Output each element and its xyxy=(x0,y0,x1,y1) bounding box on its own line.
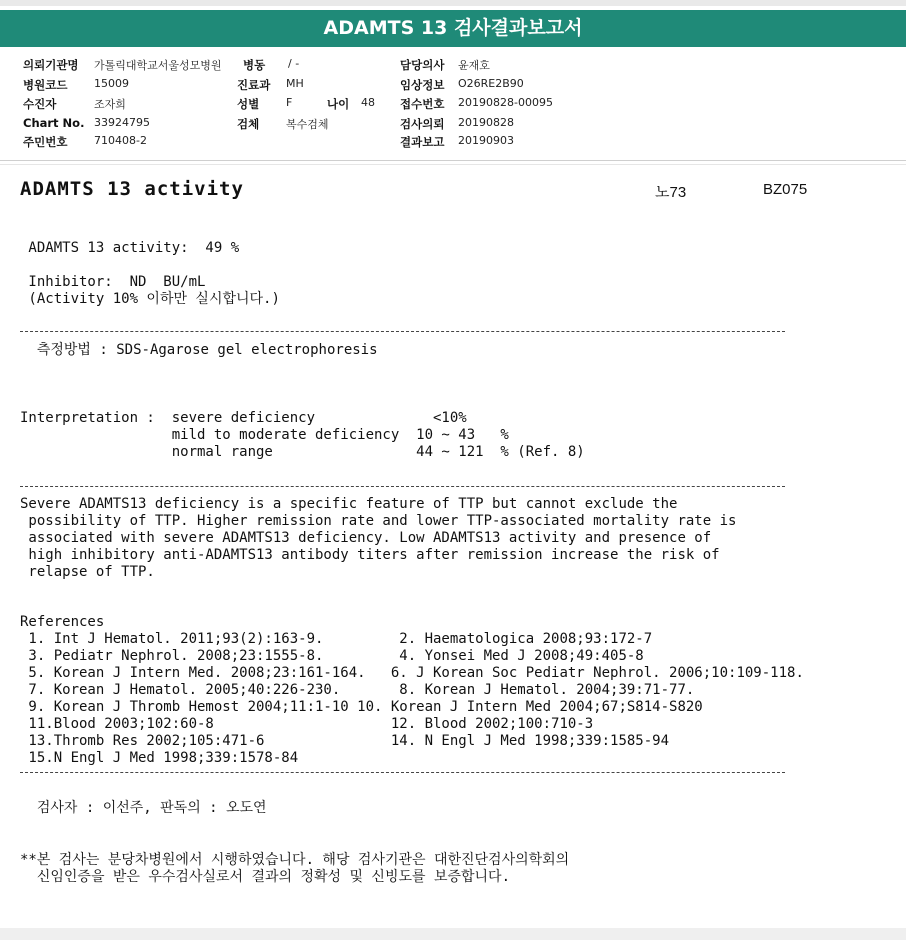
interpretation-line: normal range 44 ~ 121 % (Ref. 8) xyxy=(20,444,585,460)
info-value: 조자희 xyxy=(94,98,126,111)
footer-note-line: **본 검사는 분당차병원에서 시행하였습니다. 해당 검사기관은 대한진단검사의학회의 xyxy=(20,852,570,868)
info-label: 임상정보 xyxy=(400,78,445,92)
info-value: 윤재호 xyxy=(458,59,490,72)
comment-line: possibility of TTP. Higher remission rate and lower TTP-associated mortality rate is xyxy=(20,513,737,529)
info-label: 진료과 xyxy=(237,78,271,92)
info-value: 20190828 xyxy=(458,116,514,129)
top-border xyxy=(0,0,906,6)
info-value: 20190828-00095 xyxy=(458,96,553,109)
comment-line: Severe ADAMTS13 deficiency is a specific feature of TTP but cannot exclude the xyxy=(20,496,678,512)
examiner-line: 검사자 : 이선주, 판독의 : 오도연 xyxy=(20,800,267,816)
divider xyxy=(0,160,906,161)
report-heading: ADAMTS 13 activity xyxy=(20,178,244,200)
references-title: References xyxy=(20,614,105,630)
comment-line: high inhibitory anti-ADAMTS13 antibody titers after remission increase the risk of xyxy=(20,547,720,563)
report-body xyxy=(0,166,906,926)
info-label: 주민번호 xyxy=(23,135,68,149)
dashed-divider xyxy=(20,331,785,332)
patient-info-panel xyxy=(0,52,906,156)
info-label: 나이 xyxy=(327,97,350,111)
info-label: 결과보고 xyxy=(400,135,445,149)
reference-line: 3. Pediatr Nephrol. 2008;23:1555-8. 4. Yonsei Med J 2008;49:405-8 xyxy=(20,648,644,664)
method-line: 측정방법 : SDS-Agarose gel electrophoresis xyxy=(20,342,378,358)
reference-line: 5. Korean J Intern Med. 2008;23:161-164. 6. J Korean Soc Pediatr Nephrol. 2006;10:109-118. xyxy=(20,665,804,681)
info-label: Chart No. xyxy=(23,116,85,130)
info-value: 15009 xyxy=(94,77,129,90)
reference-line: 7. Korean J Hematol. 2005;40:226-230. 8. Korean J Hematol. 2004;39:71-77. xyxy=(20,682,695,698)
info-value: 710408-2 xyxy=(94,134,147,147)
reference-line: 11.Blood 2003;102:60-8 12. Blood 2002;100:710-3 xyxy=(20,716,594,732)
info-value: 가톨릭대학교서울성모병원 xyxy=(94,59,222,72)
reference-line: 13.Thromb Res 2002;105:471-6 14. N Engl J Med 1998;339:1585-94 xyxy=(20,733,670,749)
divider xyxy=(0,164,906,165)
info-label: 수진자 xyxy=(23,97,57,111)
info-value: MH xyxy=(286,77,304,90)
info-value: / - xyxy=(288,57,300,70)
comment-line: relapse of TTP. xyxy=(20,564,155,580)
bottom-border xyxy=(0,928,906,940)
info-label: 성별 xyxy=(237,97,260,111)
info-label: 병동 xyxy=(243,58,266,72)
reference-line: 15.N Engl J Med 1998;339:1578-84 xyxy=(20,750,299,766)
info-label: 병원코드 xyxy=(23,78,68,92)
info-value: 20190903 xyxy=(458,134,514,147)
activity-result: ADAMTS 13 activity: 49 % xyxy=(20,240,240,256)
inhibitor-result: Inhibitor: ND BU/mL xyxy=(20,274,206,290)
report-title: ADAMTS 13 검사결과보고서 xyxy=(0,10,906,47)
handwritten-code: 노73 xyxy=(655,184,687,201)
interpretation-line: mild to moderate deficiency 10 ~ 43 % xyxy=(20,427,509,443)
handwritten-code: BZ075 xyxy=(763,181,808,198)
info-value: F xyxy=(286,96,293,109)
info-value: 복수검체 xyxy=(286,118,329,131)
info-value: O26RE2B90 xyxy=(458,77,524,90)
inhibitor-note: (Activity 10% 이하만 실시합니다.) xyxy=(20,291,280,307)
dashed-divider xyxy=(20,772,785,773)
info-label: 검사의뢰 xyxy=(400,117,445,131)
reference-line: 1. Int J Hematol. 2011;93(2):163-9. 2. Haematologica 2008;93:172-7 xyxy=(20,631,653,647)
comment-line: associated with severe ADAMTS13 deficiency. Low ADAMTS13 activity and presence of xyxy=(20,530,712,546)
info-value: 33924795 xyxy=(94,116,150,129)
info-label: 담당의사 xyxy=(400,58,445,72)
reference-line: 9. Korean J Thromb Hemost 2004;11:1-10 10. Korean J Intern Med 2004;67;S814-S820 xyxy=(20,699,703,715)
interpretation-line: Interpretation : severe deficiency <10% xyxy=(20,410,467,426)
info-value: 48 xyxy=(361,96,375,109)
dashed-divider xyxy=(20,486,785,487)
info-label: 의뢰기관명 xyxy=(23,58,79,72)
footer-note-line: 신임인증을 받은 우수검사실로서 결과의 정확성 및 신빙도를 보증합니다. xyxy=(20,869,511,885)
info-label: 접수번호 xyxy=(400,97,445,111)
info-label: 검체 xyxy=(237,117,260,131)
